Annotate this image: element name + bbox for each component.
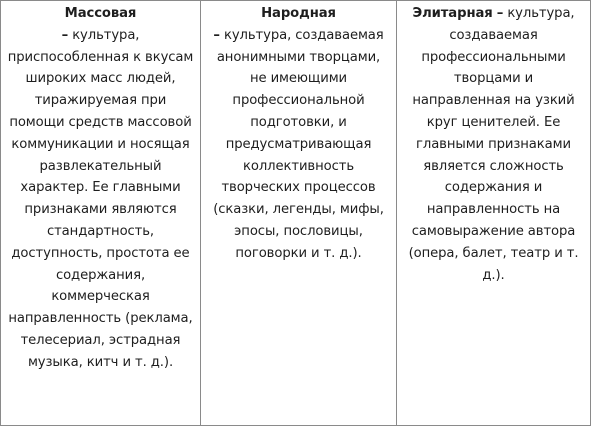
cell-elite-culture	[397, 1, 591, 426]
term-mass-culture: Массовая	[64, 6, 137, 21]
dash-folk-culture: –	[213, 27, 220, 43]
term-folk-culture: Народная	[261, 6, 336, 21]
cell-mass-culture	[1, 1, 201, 426]
definition-elite-culture: культура, создаваемая профессиональными творцами и направленная на узкий круг ценителей. Ее главными признаками является сложность содержания и направленность на самовыражение автора (опера, балет, театр и т. д.).	[408, 6, 579, 283]
cell-folk-culture	[201, 1, 397, 426]
table-row	[1, 1, 591, 426]
definition-mass-culture: культура, приспособленная к вкусам широких масс людей, тиражируемая при помощи средств массовой коммуникации и носящая развлекательный характер. Ее главными признаками являются стандартность, доступность, простота ее содержания, коммерческая направленность (реклама, телесериал, эстрадная музыка, китч и т. д.).	[7, 27, 194, 370]
term-elite-culture: Элитарная	[412, 6, 493, 21]
dash-elite-culture: –	[496, 6, 504, 21]
definition-folk-culture: культура, создаваемая анонимными творцами, не имеющими профессиональной подготовки, и предусматривающая коллективность творческих процессов (сказки, легенды, мифы, эпосы, пословицы, поговорки и т. д.).	[213, 27, 384, 261]
dash-mass-culture: –	[61, 27, 69, 43]
